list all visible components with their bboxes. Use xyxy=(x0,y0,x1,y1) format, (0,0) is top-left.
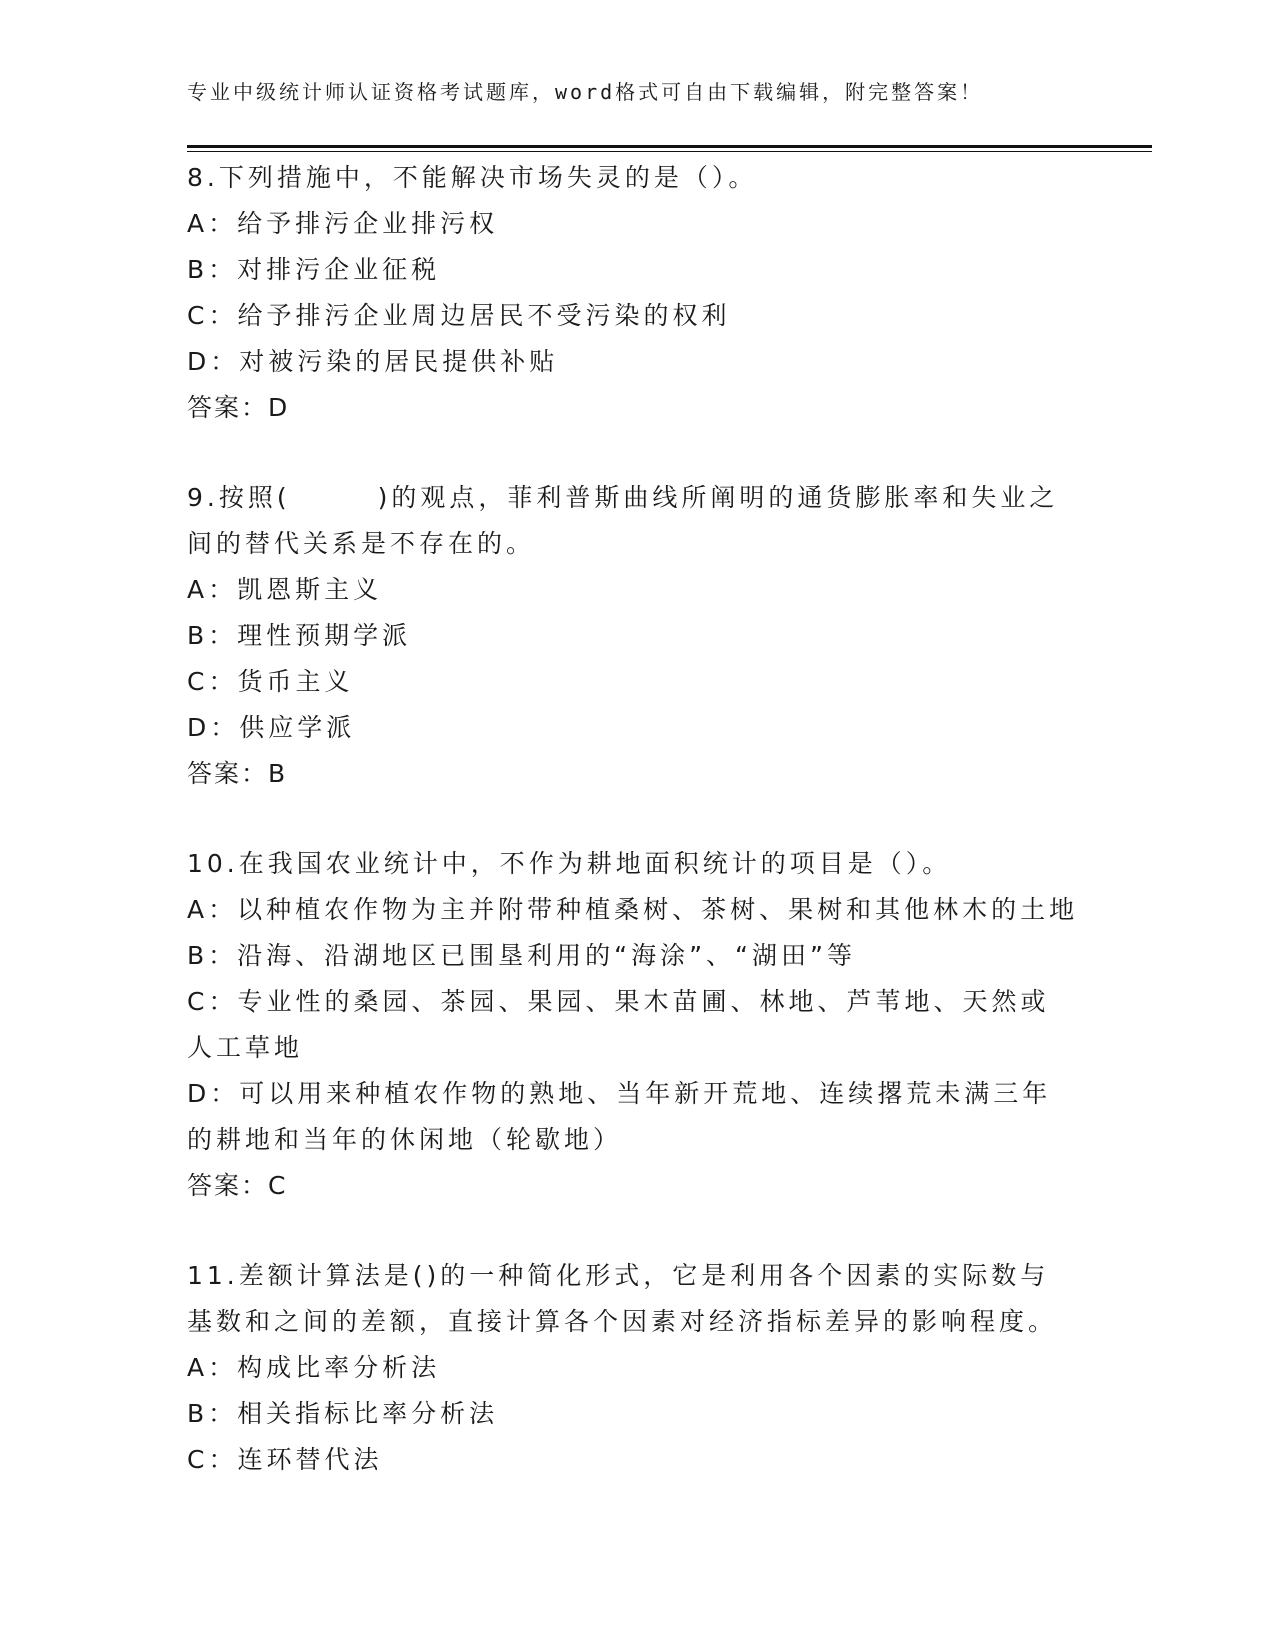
answer: 答案：B xyxy=(187,759,288,788)
spacer xyxy=(187,431,1077,475)
option-b: B：相关指标比率分析法 xyxy=(187,1399,499,1428)
option-c: C：专业性的桑园、茶园、果园、果木苗圃、林地、芦苇地、天然或人工草地 xyxy=(187,987,1050,1062)
answer: 答案：C xyxy=(187,1171,288,1200)
option-d: D：供应学派 xyxy=(187,713,356,742)
option-c: C：货币主义 xyxy=(187,667,354,696)
option-b: B：沿海、沿湖地区已围垦利用的“海涂”、“湖田”等 xyxy=(187,941,856,970)
page-header: 专业中级统计师认证资格考试题库，word格式可自由下载编辑，附完整答案！ xyxy=(187,80,984,104)
option-c: C：给予排污企业周边居民不受污染的权利 xyxy=(187,301,731,330)
option-c: C：连环替代法 xyxy=(187,1445,383,1474)
option-a: A：构成比率分析法 xyxy=(187,1353,441,1382)
question-list xyxy=(187,155,1077,1483)
option-d: D：对被污染的居民提供补贴 xyxy=(187,347,559,376)
question-11 xyxy=(187,1253,1077,1483)
question-10 xyxy=(187,841,1077,1209)
header-rule xyxy=(187,145,1152,148)
question-9 xyxy=(187,475,1077,797)
question-text: 11.差额计算法是()的一种简化形式，它是利用各个因素的实际数与基数和之间的差额，直接计算各个因素对经济指标差异的影响程度。 xyxy=(187,1261,1058,1336)
option-b: B：理性预期学派 xyxy=(187,621,412,650)
question-8 xyxy=(187,155,1077,431)
answer: 答案：D xyxy=(187,393,290,422)
question-text: 8.下列措施中，不能解决市场失灵的是（）。 xyxy=(187,163,758,192)
spacer xyxy=(187,1209,1077,1253)
option-a: A：凯恩斯主义 xyxy=(187,575,383,604)
option-a: A：以种植农作物为主并附带种植桑树、茶树、果树和其他林木的土地 xyxy=(187,895,1079,924)
option-d: D：可以用来种植农作物的熟地、当年新开荒地、连续撂荒未满三年的耕地和当年的休闲地（轮歇地） xyxy=(187,1079,1052,1154)
option-b: B：对排污企业征税 xyxy=(187,255,441,284)
question-text: 10.在我国农业统计中，不作为耕地面积统计的项目是（）。 xyxy=(187,849,952,878)
spacer xyxy=(187,797,1077,841)
question-text: 9.按照( )的观点，菲利普斯曲线所阐明的通货膨胀率和失业之间的替代关系是不存在的。 xyxy=(187,483,1059,558)
option-a: A：给予排污企业排污权 xyxy=(187,209,499,238)
header-rule-thin xyxy=(187,151,1152,152)
